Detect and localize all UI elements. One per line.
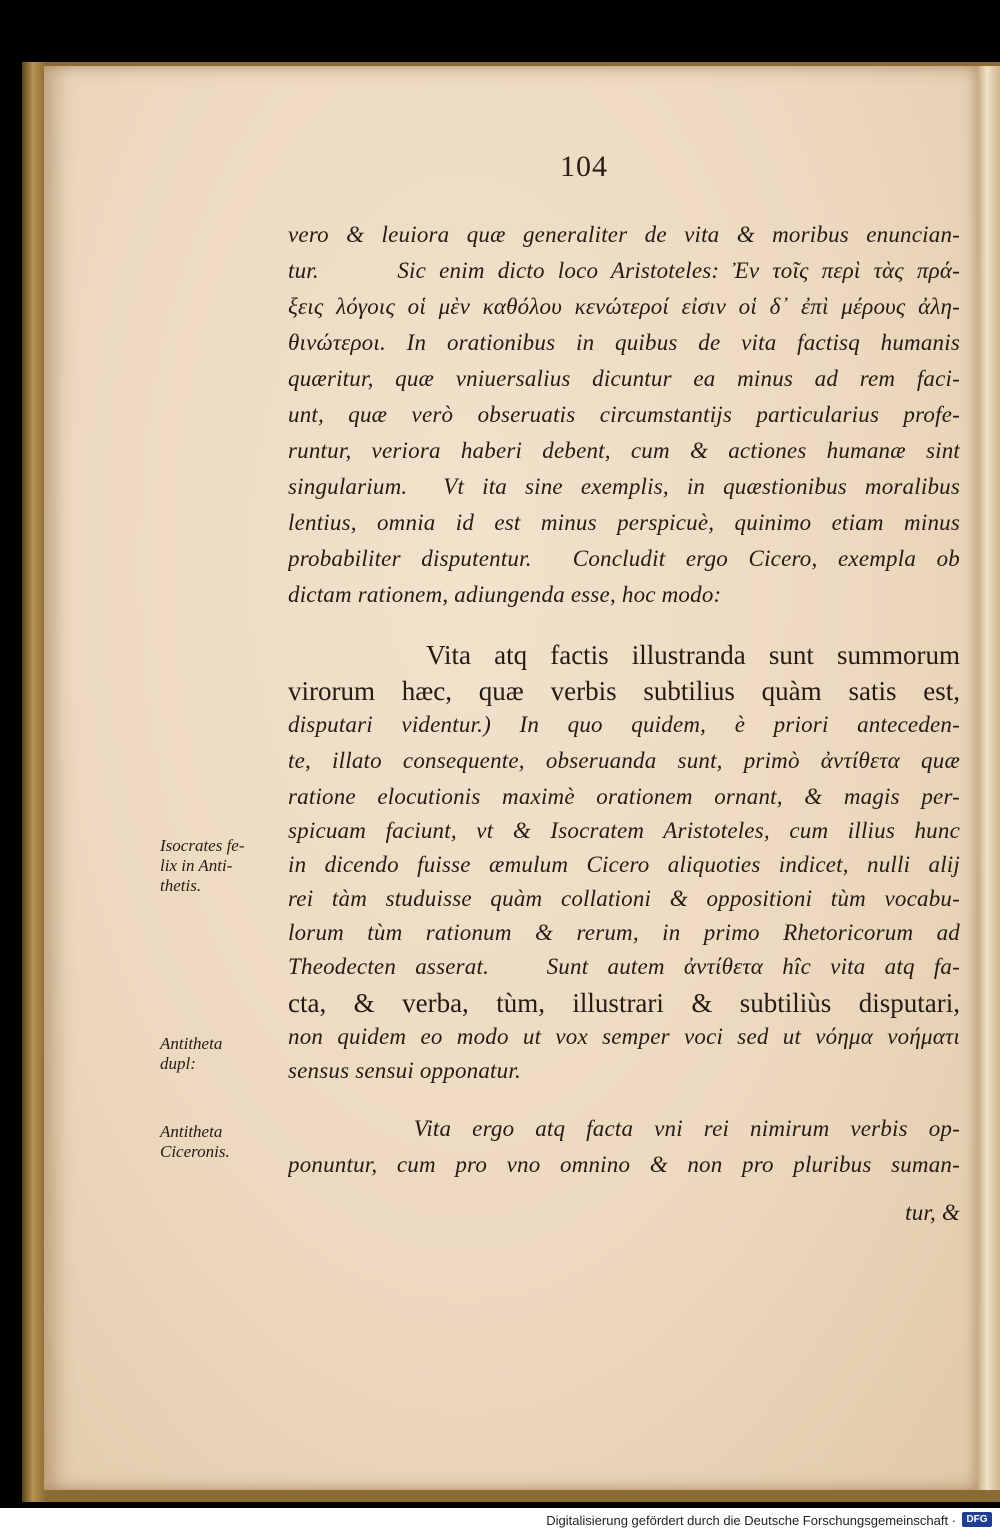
- text-line: cta, & verba, tùm, illustrari & subtiliùs disputari,: [288, 988, 960, 1018]
- text-line: virorum hæc, quæ verbis subtilius quàm satis est,: [288, 676, 960, 706]
- text-line: lorum tùm rationum & rerum, in primo Rhetoricorum ad: [288, 920, 960, 945]
- margin-note: Isocrates fe- lix in Anti- thetis.: [160, 836, 245, 895]
- footer-credit: Digitalisierung gefördert durch die Deutsche Forschungsgemeinschaft ·: [546, 1513, 956, 1528]
- text-line: te, illato consequente, obseruanda sunt, primò ἀντίθετα quæ: [288, 748, 960, 773]
- text-line: in dicendo fuisse æmulum Cicero aliquoties indicet, nulli alij: [288, 852, 960, 877]
- text-line: runtur, veriora haberi debent, cum & actiones humanæ sint: [288, 438, 960, 463]
- text-line: Theodecten asserat. Sunt autem ἀντίθετα hîc vita atq fa-: [288, 954, 960, 979]
- text-line: singularium. Vt ita sine exemplis, in quæstionibus moralibus: [288, 474, 960, 499]
- text-line: vero & leuiora quæ generaliter de vita & moribus enuncian-: [288, 222, 960, 247]
- text-line: ratione elocutionis maximè orationem ornant, & magis per-: [288, 784, 960, 809]
- page-fore-edge: [978, 66, 1000, 1490]
- footer-bar: [0, 1508, 1000, 1532]
- text-line: lentius, omnia id est minus perspicuè, quinimo etiam minus: [288, 510, 960, 535]
- book-spine: [22, 62, 46, 1502]
- margin-note: Antitheta Ciceronis.: [160, 1122, 230, 1161]
- text-line: rei tàm studuisse quàm collationi & oppositioni tùm vocabu-: [288, 886, 960, 911]
- text-line: tur. Sic enim dicto loco Aristoteles: Ἐν τοῖς περὶ τὰς πρά-: [288, 258, 960, 283]
- text-line: non quidem eo modo ut vox semper voci sed ut νόημα νοήματι: [288, 1024, 960, 1049]
- text-line: Vita atq factis illustranda sunt summorum: [288, 640, 960, 670]
- text-line: ponuntur, cum pro vno omnino & non pro pluribus suman-: [288, 1152, 960, 1177]
- text-line: unt, quæ verò obseruatis circumstantijs particularius profe-: [288, 402, 960, 427]
- text-line: θινώτεροι. In orationibus in quibus de vita factisq humanis: [288, 330, 960, 355]
- text-line: disputari videntur.) In quo quidem, è priori anteceden-: [288, 712, 960, 737]
- text-line: tur, &: [905, 1200, 960, 1225]
- text-line: sensus sensui opponatur.: [288, 1058, 521, 1083]
- page-number: 104: [560, 150, 608, 183]
- text-line: probabiliter disputentur. Concludit ergo Cicero, exempla ob: [288, 546, 960, 571]
- text-line: spicuam faciunt, vt & Isocratem Aristoteles, cum illius hunc: [288, 818, 960, 843]
- margin-note: Antitheta dupl:: [160, 1034, 223, 1073]
- text-line: quæritur, quæ vniuersalius dicuntur ea minus ad rem faci-: [288, 366, 960, 391]
- text-line: dictam rationem, adiungenda esse, hoc modo:: [288, 582, 722, 607]
- text-line: Vita ergo atq facta vni rei nimirum verbis op-: [288, 1116, 960, 1141]
- text-line: ξεις λόγοις οἱ μὲν καθόλου κενώτεροί εἰσιν οἱ δ᾽ ἐπὶ μέρους ἀλη-: [288, 294, 960, 319]
- dfg-logo: DFG: [962, 1512, 992, 1527]
